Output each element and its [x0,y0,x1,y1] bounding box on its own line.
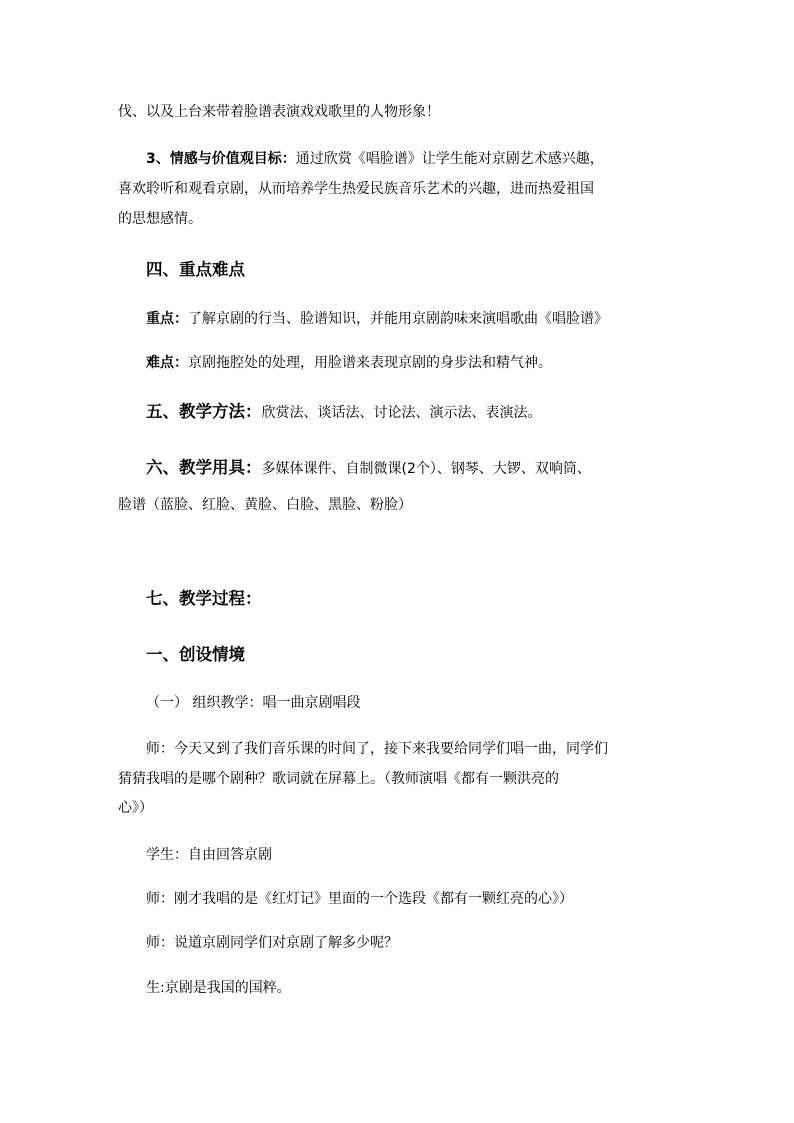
text-line: 学生：自由回答京剧 [146,847,272,863]
text-line: 生:京剧是我国的国粹。 [146,980,291,996]
key-text: 了解京剧的行当、脸谱知识，并能用京剧韵味来演唱歌曲《唱脸谱》 [188,311,608,327]
subsection-heading-1: 一、创设情境 [146,645,245,664]
text-line: 心》） [118,800,153,816]
tools-label: 六、教学用具： [146,458,262,477]
goal3-line [146,150,706,168]
section-heading-7: 七、教学过程： [146,589,262,608]
text-line: 猜猜我唱的是哪个剧种？歌词就在屏幕上。（教师演唱《都有一颗洪亮的 [118,771,559,787]
text-line: 师：说道京剧同学们对京剧了解多少呢？ [146,935,398,951]
tools-text: 多媒体课件、自制微课(2个）、钢琴、大锣、双响筒、 [261,461,591,477]
method-text: 欣赏法、谈话法、讨论法、演示法、表演法。 [261,405,542,421]
text-line: 师：刚才我唱的是《红灯记》里面的一个选段《都有一颗红亮的心》） [146,891,573,907]
goal3-label: 3、情感与价值观目标： [146,151,296,167]
text-line: 的思想感情。 [118,211,202,227]
text-line: 喜欢聆听和观看京剧，从而培养学生热爱民族音乐艺术的兴趣，进而热爱祖国 [118,181,594,197]
text-line: 师：今天又到了我们音乐课的时间了，接下来我要给同学们唱一曲，同学们 [146,741,608,757]
section-heading-5 [146,403,706,422]
text-line: （一） 组织教学：唱一曲京剧唱段 [146,695,361,711]
method-label: 五、教学方法： [146,402,262,421]
key-label: 重点： [146,311,188,327]
section-heading-6 [146,459,706,478]
difficulty-label: 难点： [146,355,188,371]
difficulty-text: 京剧拖腔处的处理，用脸谱来表现京剧的身步法和精气神。 [188,355,552,371]
text-line: 脸谱（蓝脸、红脸、黄脸、白脸、黑脸、粉脸） [118,497,412,513]
key-point-line [146,310,706,328]
goal3-text: 通过欣赏《唱脸谱》让学生能对京剧艺术感兴趣， [295,151,604,167]
section-heading-4: 四、重点难点 [146,260,245,279]
difficulty-line [146,354,706,372]
text-line: 伐、以及上台来带着脸谱表演戏戏歌里的人物形象！ [118,104,440,120]
